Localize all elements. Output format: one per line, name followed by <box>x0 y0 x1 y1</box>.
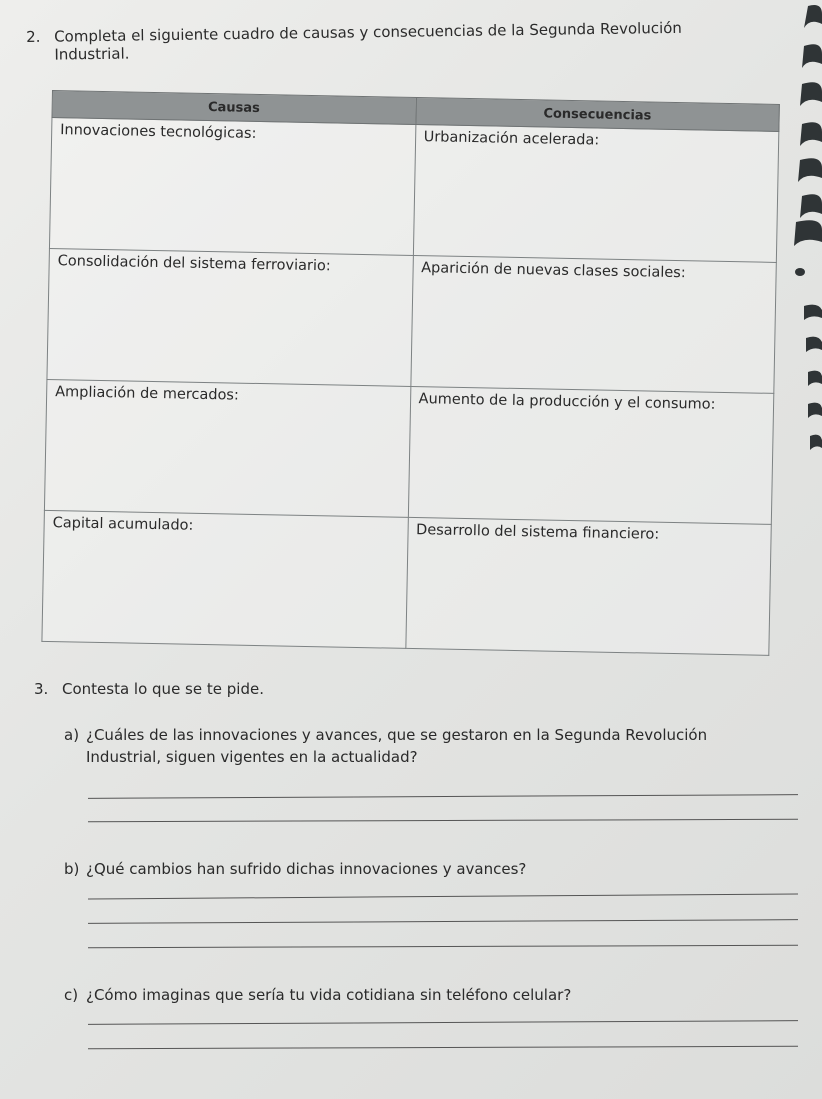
sub-question-c-line1: ¿Cómo imaginas que sería tu vida cotidiana sin teléfono celular? <box>86 986 572 1004</box>
question-2-number: 2. <box>26 27 41 46</box>
answer-line[interactable] <box>88 1046 798 1049</box>
answer-line[interactable] <box>88 919 798 924</box>
sub-question-a-line2: Industrial, siguen vigentes en la actualidad? <box>86 748 418 766</box>
sub-question-a <box>64 724 784 768</box>
header-consecuencias: Consecuencias <box>415 97 779 131</box>
sub-question-a-letter: a) <box>64 726 80 744</box>
question-3-heading <box>34 680 264 698</box>
question-3-text: Contesta lo que se te pide. <box>62 680 264 698</box>
consequence-cell[interactable]: Desarrollo del sistema financiero: <box>405 517 771 655</box>
sub-question-b-line1: ¿Qué cambios han sufrido dichas innovaciones y avances? <box>86 860 527 878</box>
answer-line[interactable] <box>88 894 798 900</box>
cause-cell[interactable]: Consolidación del sistema ferroviario: <box>47 248 413 386</box>
table-row <box>47 248 776 393</box>
sub-question-a-line1: ¿Cuáles de las innovaciones y avances, que se gestaron en la Segunda Revolución <box>86 726 708 744</box>
sub-question-b-letter: b) <box>64 860 80 878</box>
answer-line[interactable] <box>88 819 798 822</box>
sub-question-c <box>64 984 784 1006</box>
answer-line[interactable] <box>88 1020 798 1025</box>
table-row <box>42 510 771 655</box>
causes-consequences-table-wrapper <box>41 90 779 656</box>
cause-cell[interactable]: Innovaciones tecnológicas: <box>49 118 415 256</box>
table-row <box>44 379 773 524</box>
answer-line[interactable] <box>88 794 798 799</box>
question-2-text-line2: Industrial. <box>54 44 130 64</box>
question-2-text-line1: Completa el siguiente cuadro de causas y consecuencias de la Segunda Revolución <box>53 18 682 46</box>
consequence-cell[interactable]: Urbanización acelerada: <box>413 124 779 262</box>
table-row <box>49 118 778 263</box>
consequence-cell[interactable]: Aparición de nuevas clases sociales: <box>410 255 776 393</box>
cause-cell[interactable]: Ampliación de mercados: <box>44 379 410 517</box>
header-causas: Causas <box>52 91 416 125</box>
causes-consequences-table <box>41 90 779 656</box>
consequence-cell[interactable]: Aumento de la producción y el consumo: <box>408 386 774 524</box>
cause-cell[interactable]: Capital acumulado: <box>42 510 408 648</box>
question-2-heading <box>26 18 766 64</box>
question-3-number: 3. <box>34 680 49 698</box>
sub-question-b <box>64 858 784 880</box>
answer-line[interactable] <box>88 945 798 948</box>
sub-question-c-letter: c) <box>64 986 79 1004</box>
